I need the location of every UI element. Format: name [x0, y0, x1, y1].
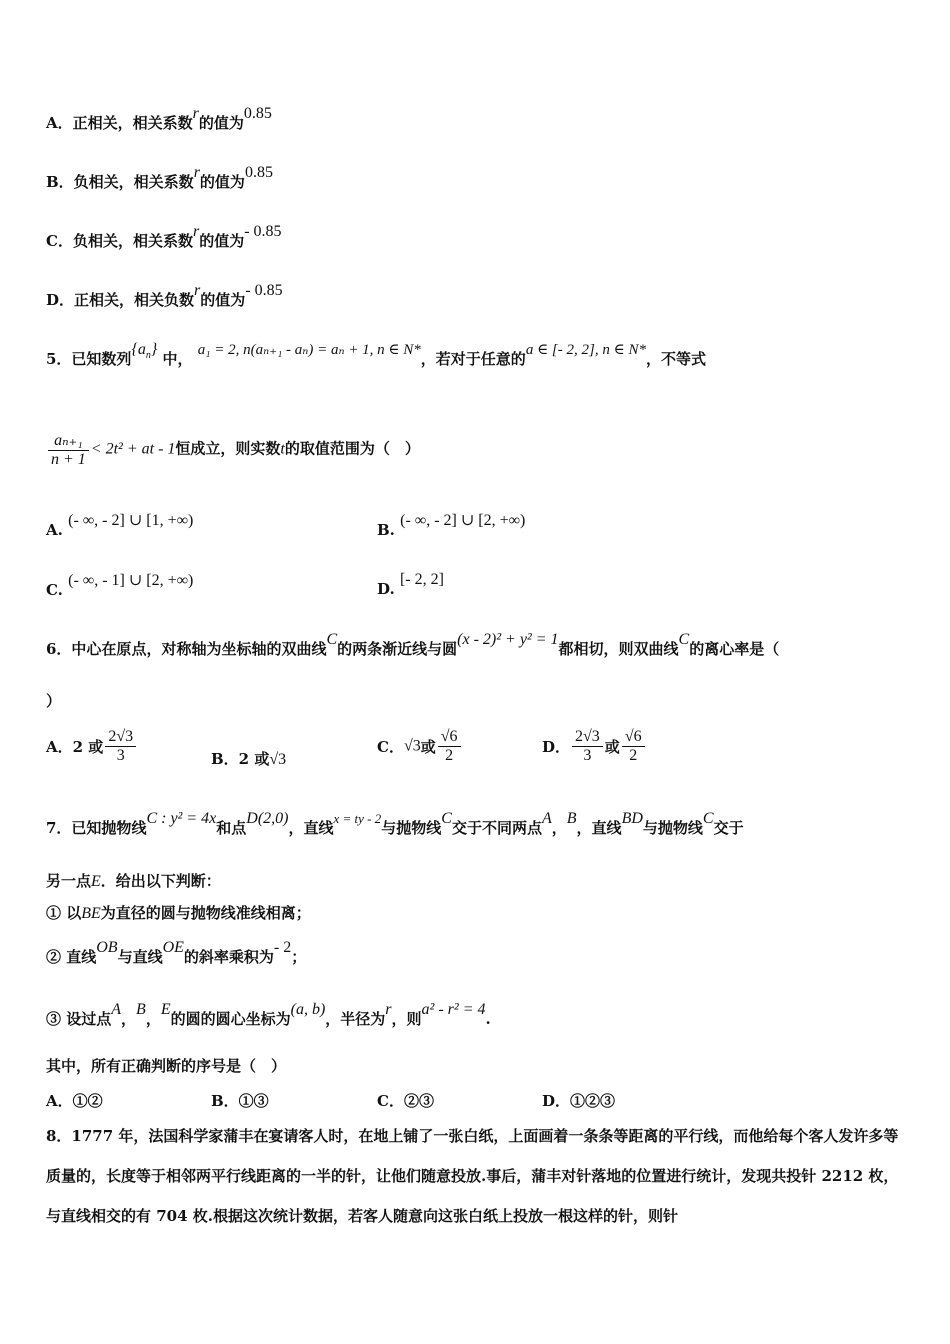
q7-stem-line1: 7．已知抛物线C : y² = 4x和点D(2,0)，直线x = ty - 2与抛物线C交于不同两点A，B，直线BD与抛物线C交于 — [46, 810, 744, 837]
fraction-numerator: aₙ₊₁ — [48, 430, 89, 451]
math-var: r — [193, 164, 200, 181]
q4-option-b — [46, 164, 273, 192]
option-value: (- ∞, - 2] ∪ [2, +∞) — [400, 512, 526, 529]
q6-option-a: A．2 或 $\frac{2√3}{3}$ — [46, 728, 138, 765]
stem-text: ，若对于任意的 — [420, 350, 526, 368]
option-text: C．负相关，相关系数 — [46, 232, 193, 250]
q5-stem-line1 — [46, 341, 706, 371]
math-var: t — [280, 440, 285, 458]
condition-formula: a ∈ [- 2, 2], n ∈ N* — [525, 342, 646, 358]
fraction: $\frac{2√3}{3}$ — [572, 728, 603, 765]
stem-text: 恒成立，则实数 — [175, 439, 281, 458]
fraction — [48, 430, 89, 469]
q7-option-d: D．①②③ — [542, 1092, 616, 1110]
q7-option-a: A．①② — [46, 1092, 103, 1110]
stem-text: 6．中心在原点，对称轴为坐标轴的双曲线 — [46, 640, 327, 658]
q6-option-b: B．2 或√3 — [211, 750, 287, 768]
option-text: A．正相关，相关系数 — [46, 114, 193, 132]
q5-option-d: D. [- 2, 2] — [377, 571, 444, 598]
q4-option-d — [46, 282, 283, 310]
stem-text: 的离心率是（ — [689, 640, 780, 658]
option-value: (- ∞, - 2] ∪ [1, +∞) — [68, 512, 194, 529]
math-var: r — [194, 282, 201, 299]
q7-stem-line2: 另一点E．给出以下判断： — [46, 872, 221, 890]
option-text: B．负相关，相关系数 — [46, 173, 194, 191]
stem-text: 中， — [162, 350, 193, 368]
q8-stem: 8．1777 年，法国科学家蒲丰在宴请客人时，在地上铺了一张白纸，上面画着一条条等距离的平行线，而他给每个客人发许多等质量的，长度等于相邻两平行线距离的一半的针，让他们随意投放.事后，蒲丰对针落地的位置进行统计，发现共投针 2212 枚，与直线相交的有 704 枚.根据这次统计数据，若客人随意向这张白纸上投放一根这样的针，则针 — [46, 1127, 899, 1225]
q4-option-a — [46, 105, 272, 133]
math-var: C — [678, 631, 690, 648]
math-var: C — [326, 631, 338, 648]
q6-option-c: C．√3或 $\frac{√6}{2}$ — [377, 728, 463, 765]
option-value: (- ∞, - 1] ∪ [2, +∞) — [68, 572, 194, 589]
fraction: $\frac{√6}{2}$ — [438, 728, 461, 765]
stem-text: ，不等式 — [645, 350, 706, 368]
q7-judgement-1: ① 以BE为直径的圆与抛物线准线相离； — [46, 904, 311, 922]
sequence-symbol: $\{a_n\}$ — [131, 341, 158, 362]
q5-option-b: B. (- ∞, - 2] ∪ [2, +∞) — [377, 512, 526, 539]
q5-option-a: A. (- ∞, - 2] ∪ [1, +∞) — [46, 512, 194, 539]
q7-option-b: B．①③ — [211, 1092, 269, 1110]
q7-judgement-2: ② 直线OB与直线OE的斜率乘积为- 2； — [46, 939, 307, 966]
circle-equation: (x - 2)² + y² = 1 — [457, 631, 559, 648]
option-value: [- 2, 2] — [399, 571, 444, 588]
q5-stem-line2 — [46, 430, 420, 469]
q5-option-c: C. (- ∞, - 1] ∪ [2, +∞) — [46, 572, 194, 599]
fraction: $\frac{√6}{2}$ — [622, 728, 645, 765]
option-text: 的值为 — [198, 114, 244, 132]
option-value: - 0.85 — [244, 223, 282, 240]
q6-option-d: D． $\frac{2√3}{3}$ 或 $\frac{√6}{2}$ — [542, 728, 647, 765]
q4-option-c — [46, 223, 282, 251]
option-text: 的值为 — [199, 173, 245, 191]
recurrence-formula: a₁ = 2, n(aₙ₊₁ - aₙ) = aₙ + 1, n ∈ N* — [197, 342, 421, 358]
fraction: $\frac{2√3}{3}$ — [105, 728, 136, 765]
stem-text: 的取值范围为（ ） — [284, 439, 420, 458]
fraction-denominator: n + 1 — [51, 451, 86, 468]
option-text: 的值为 — [199, 232, 245, 250]
option-value: √3 — [269, 751, 287, 768]
math-var: r — [192, 105, 199, 122]
stem-text: 5．已知数列 — [46, 350, 132, 368]
option-value: - 0.85 — [245, 282, 283, 299]
q7-ask: 其中，所有正确判断的序号是（ ） — [46, 1057, 287, 1075]
q7-option-c: C．②③ — [377, 1092, 434, 1110]
q7-judgement-3: ③ 设过点A，B，E的圆的圆心坐标为(a, b)，半径为r，则a² - r² = 4. — [46, 1001, 491, 1028]
q6-stem-line1 — [46, 631, 780, 659]
option-value: 0.85 — [244, 164, 273, 181]
math-var: r — [192, 223, 200, 240]
stem-text: 都相切，则双曲线 — [558, 640, 679, 658]
stem-text: 的两条渐近线与圆 — [337, 640, 458, 658]
option-text: 的值为 — [200, 291, 246, 309]
inequality: < 2t² + at - 1 — [90, 440, 176, 458]
option-text: D．正相关，相关负数 — [46, 291, 195, 309]
q6-stem-line2: ） — [46, 692, 62, 710]
option-value: 0.85 — [243, 105, 272, 122]
